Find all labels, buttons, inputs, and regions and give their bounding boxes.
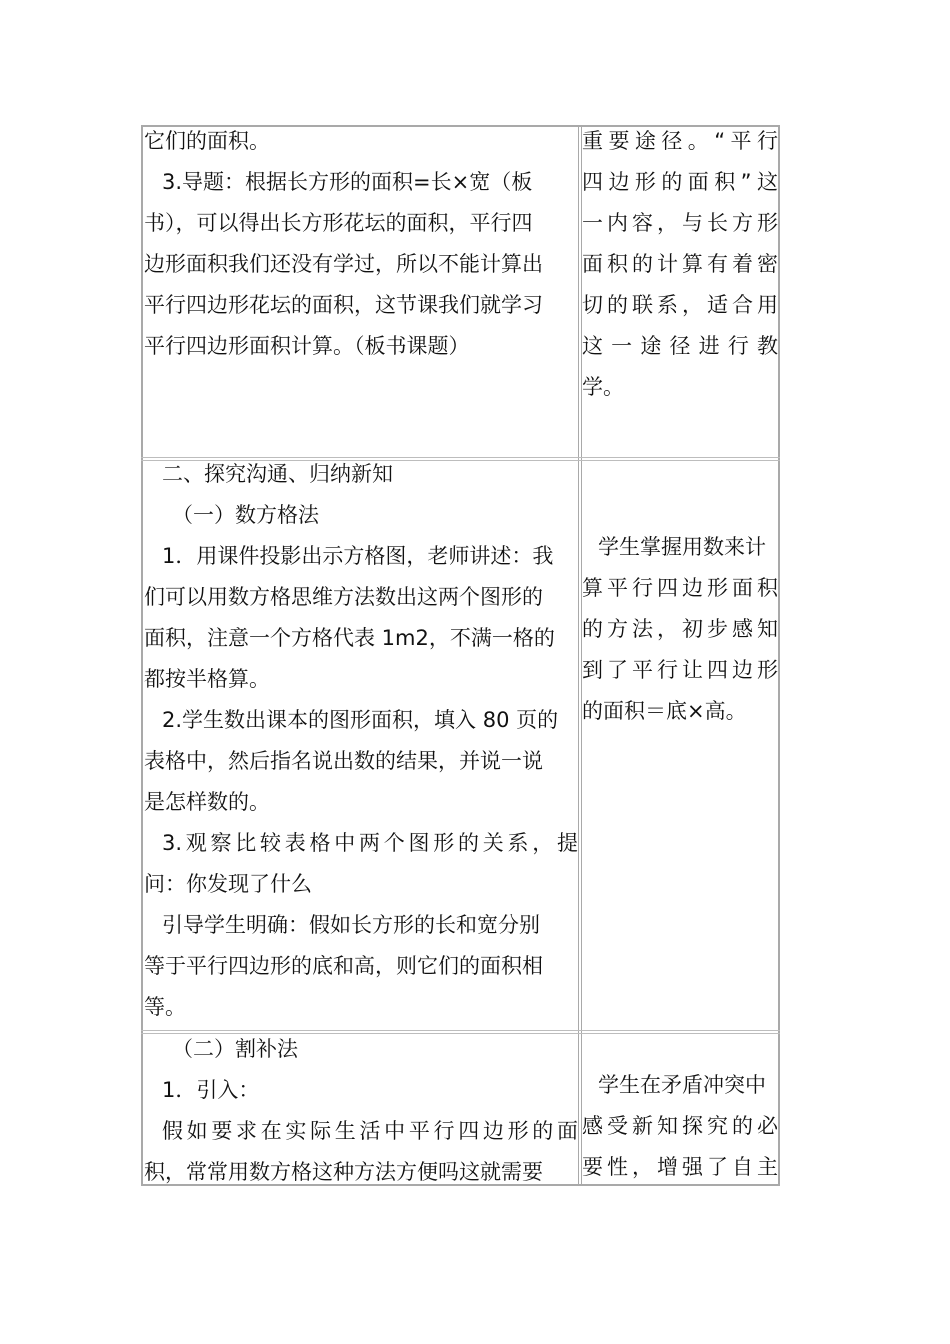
block2-right-cell (582, 527, 778, 732)
block3-right-cell (582, 1065, 778, 1188)
text-line: 算平行四边形面积 (582, 576, 778, 600)
block3-left-cell (144, 1029, 578, 1193)
text-line: 边形面积我们还没有学过，所以不能计算出 (144, 252, 543, 276)
text-line: 3.观察比较表格中两个图形的关系，提 (162, 831, 578, 855)
text-line: 等于平行四边形的底和高，则它们的面积相 (144, 954, 543, 978)
text-line: 要性，增强了自主 (582, 1155, 778, 1179)
text-line: 表格中，然后指名说出数的结果，并说一说 (144, 749, 543, 773)
text-line: 这一途径进行教 (582, 334, 778, 358)
text-line: 引导学生明确：假如长方形的长和宽分别 (162, 913, 540, 937)
text-line: 都按半格算。 (144, 667, 270, 691)
text-line: 学生掌握用数来计 (598, 535, 766, 559)
text-line: 2.学生数出课本的图形面积，填入 80 页的 (162, 708, 559, 732)
text-line: 到了平行让四边形 (582, 658, 778, 682)
text-line: 学生在矛盾冲突中 (598, 1073, 766, 1097)
text-line: 感受新知探究的必 (582, 1114, 778, 1138)
text-line: 等。 (144, 995, 186, 1019)
text-line: 书），可以得出长方形花坛的面积，平行四 (144, 211, 533, 235)
subsection-heading: （二）割补法 (172, 1037, 298, 1061)
section-heading: 二、探究沟通、归纳新知 (162, 462, 393, 486)
text-line: 问：你发现了什么 (144, 872, 312, 896)
text-line: 学。 (582, 375, 624, 399)
text-line: 们可以用数方格思维方法数出这两个图形的 (144, 585, 543, 609)
text-line: 它们的面积。 (144, 129, 270, 153)
text-line: 1．引入： (162, 1078, 260, 1102)
block2-left-cell (144, 454, 578, 1028)
block1-right-cell (582, 121, 778, 408)
text-line: 的方法，初步感知 (582, 617, 778, 641)
text-line: 面积，注意一个方格代表 1m2，不满一格的 (144, 626, 555, 650)
text-line: 四边形的面积”这 (582, 170, 778, 194)
block1-left-cell (144, 121, 578, 367)
text-line: 面积的计算有着密 (582, 252, 778, 276)
text-line: 假如要求在实际生活中平行四边形的面 (162, 1119, 578, 1143)
text-line: 3.导题：根据长方形的面积=长×宽（板 (162, 170, 533, 194)
text-line: 1．用课件投影出示方格图，老师讲述：我 (162, 544, 554, 568)
text-line: 是怎样数的。 (144, 790, 270, 814)
text-line: 平行四边形花坛的面积，这节课我们就学习 (144, 293, 543, 317)
text-line: 的面积＝底×高。 (582, 699, 747, 723)
text-line: 重要途径。“平行 (582, 129, 778, 153)
text-line: 切的联系，适合用 (582, 293, 778, 317)
text-line: 积，常常用数方格这种方法方便吗这就需要 (144, 1160, 543, 1184)
text-line: 平行四边形面积计算。（板书课题） (144, 334, 470, 358)
text-line: 一内容，与长方形 (582, 211, 778, 235)
subsection-heading: （一）数方格法 (172, 503, 319, 527)
